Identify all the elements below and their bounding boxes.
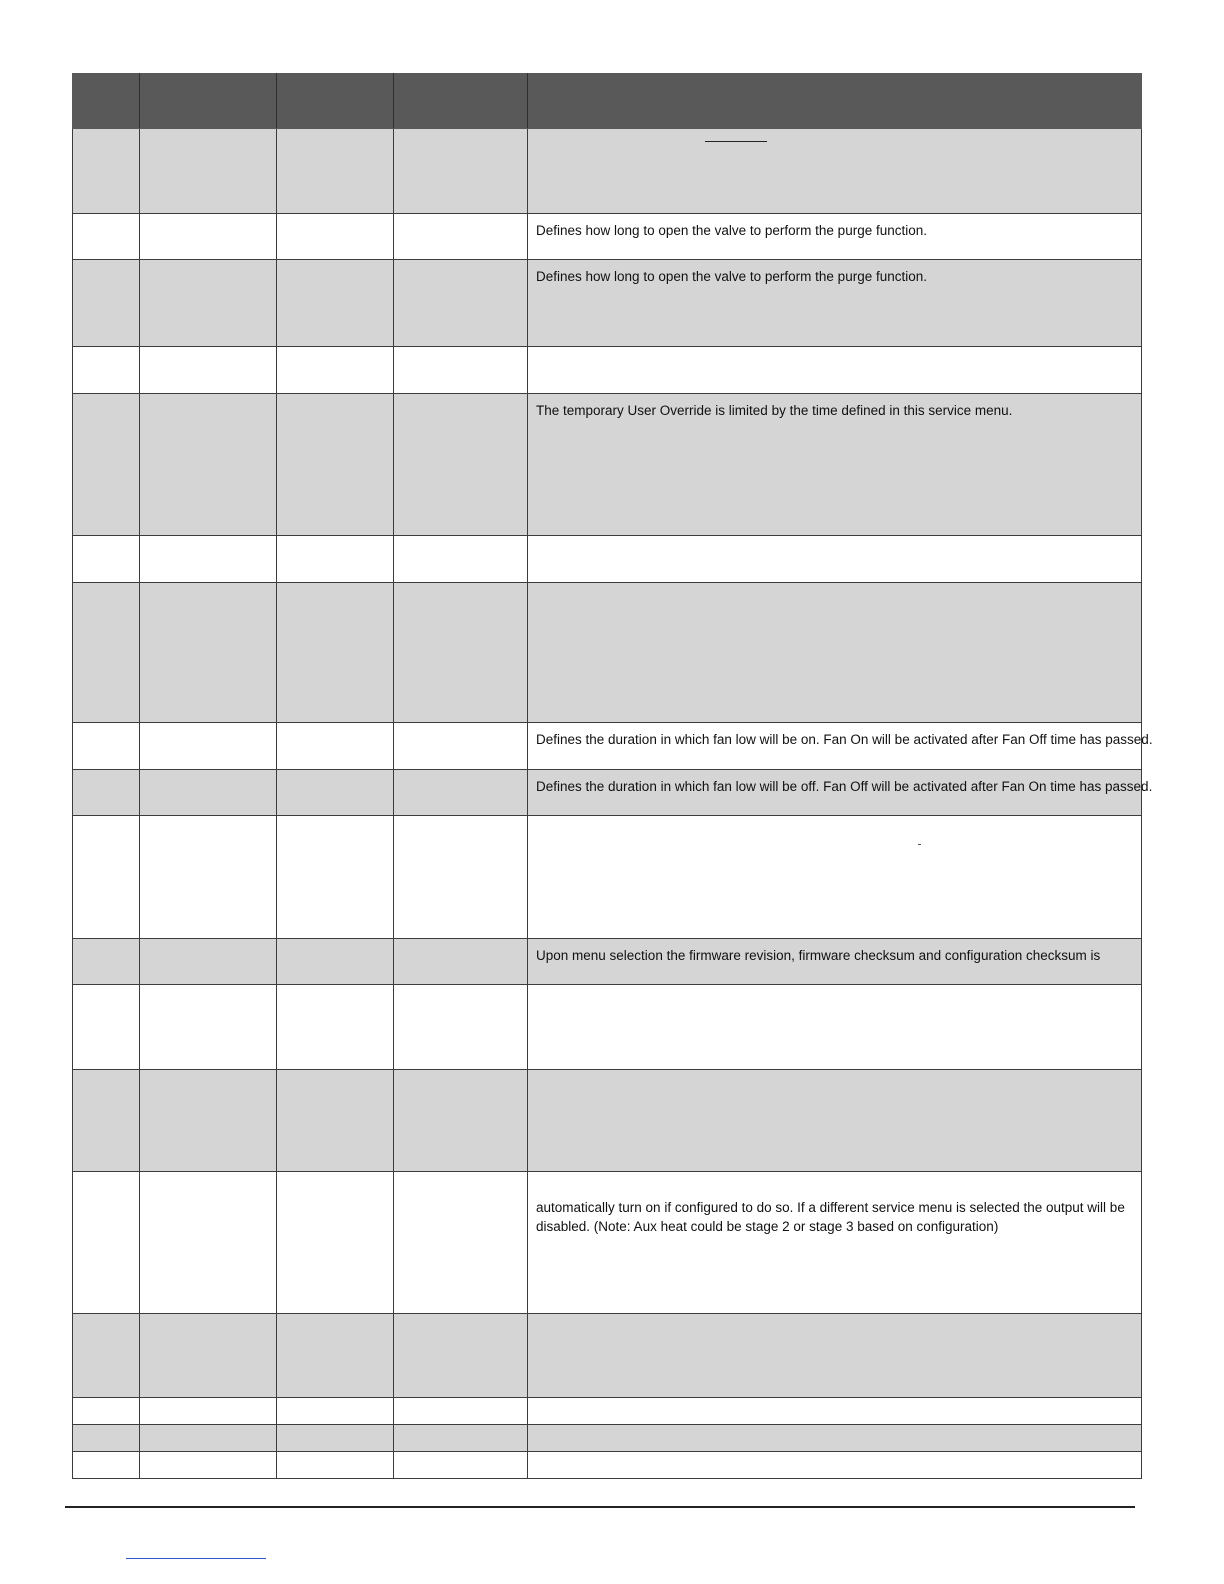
service-menu-table <box>72 73 1153 1479</box>
table-row <box>73 260 1142 347</box>
table-row <box>73 985 1142 1070</box>
table-row <box>73 1172 1142 1314</box>
table-row <box>73 347 1142 394</box>
header-cell-4 <box>394 74 528 129</box>
description-cell <box>528 1398 1142 1425</box>
table-row <box>73 1452 1142 1479</box>
row-description <box>528 347 1141 354</box>
row-description <box>528 1398 1141 1405</box>
row-description: Defines how long to open the valve to perform the purge function. <box>536 269 927 284</box>
description-cell <box>528 260 1142 347</box>
table-row <box>73 583 1142 723</box>
table-row <box>73 1425 1142 1452</box>
row-description <box>528 985 1141 992</box>
row-description: The temporary User Override is limited by the time defined in this service menu. <box>536 403 1013 418</box>
header-cell-1 <box>73 74 140 129</box>
description-cell <box>528 1425 1142 1452</box>
table-row <box>73 939 1142 985</box>
table-row <box>73 770 1142 816</box>
row-description <box>528 1452 1141 1459</box>
row-description <box>528 1172 1141 1198</box>
row-description <box>528 1425 1141 1432</box>
table-row <box>73 1070 1142 1172</box>
header-cell-3 <box>277 74 394 129</box>
description-cell <box>528 347 1142 394</box>
description-cell <box>528 1314 1142 1398</box>
table-row <box>73 1314 1142 1398</box>
description-cell <box>528 723 1153 770</box>
table-row <box>73 536 1142 583</box>
description-cell <box>528 770 1153 816</box>
header-cell-description <box>528 74 1142 129</box>
description-cell <box>528 1070 1142 1172</box>
table-row <box>73 129 1142 214</box>
header-cell-2 <box>140 74 277 129</box>
footer-link-underline[interactable] <box>126 1558 266 1559</box>
row-description: Upon menu selection the firmware revision, firmware checksum and configuration checksum is <box>536 948 1101 963</box>
row-description: Defines how long to open the valve to perform the purge function. <box>536 223 927 238</box>
row-description <box>528 536 1141 543</box>
row-description: Defines the duration in which fan low will be off. Fan Off will be activated after Fan On time has passed. <box>536 779 1153 794</box>
row-description <box>528 142 1141 149</box>
table-header-row <box>73 74 1142 129</box>
row-description <box>528 1314 1141 1321</box>
description-cell <box>528 1172 1142 1314</box>
row-description <box>528 1070 1141 1077</box>
table-row <box>73 723 1142 770</box>
row-description <box>528 583 1141 590</box>
description-cell <box>528 939 1142 985</box>
table-row <box>73 214 1142 260</box>
description-cell <box>528 1452 1142 1479</box>
footer-divider <box>65 1506 1135 1508</box>
description-cell <box>528 394 1142 536</box>
row-description <box>528 845 1141 852</box>
row-description: Defines the duration in which fan low will be on. Fan On will be activated after Fan Off time has passed. <box>536 732 1153 747</box>
table-row <box>73 394 1142 536</box>
description-cell <box>528 583 1142 723</box>
table-row <box>73 816 1142 939</box>
description-cell <box>528 129 1142 214</box>
description-cell <box>528 985 1142 1070</box>
description-cell <box>528 816 1142 939</box>
row-description-line-2: automatically turn on if configured to do so. If a different service menu is selected the output will be <box>536 1200 1125 1215</box>
description-cell <box>528 536 1142 583</box>
row-description-line-3: disabled. (Note: Aux heat could be stage 2 or stage 3 based on configuration) <box>536 1219 999 1234</box>
table-row <box>73 1398 1142 1425</box>
description-cell <box>528 214 1142 260</box>
